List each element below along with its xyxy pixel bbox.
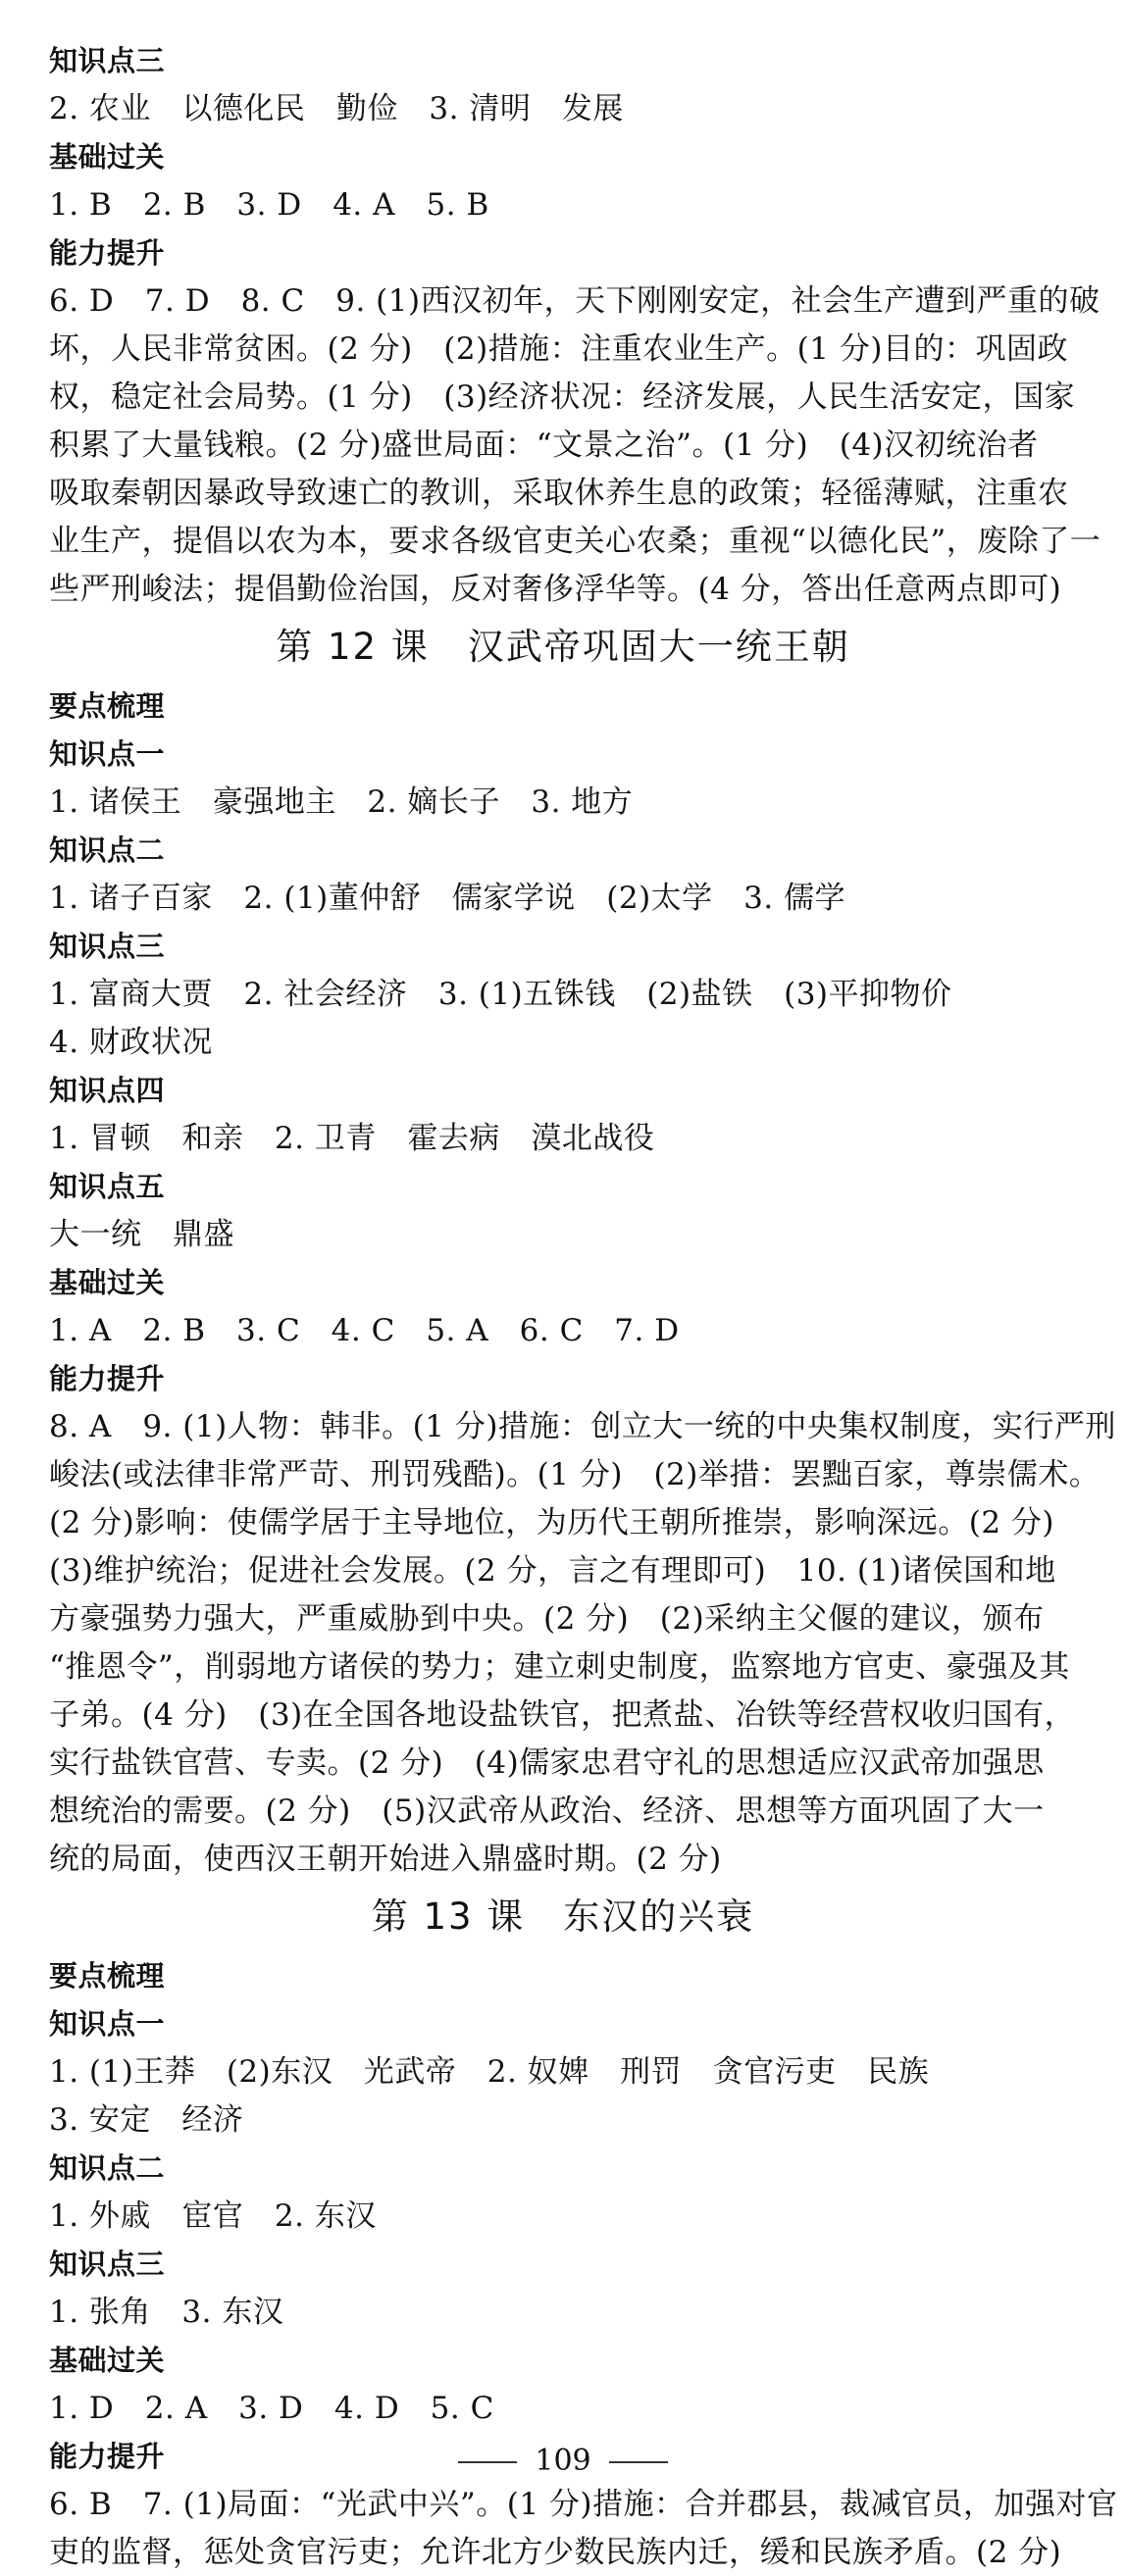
section-heading: 知识点二 <box>49 833 166 867</box>
answer-line: 3. 安定 经济 <box>49 2102 244 2138</box>
answer-line: 4. 财政状况 <box>49 1025 213 1060</box>
section-heading: 基础过关 <box>49 2344 166 2377</box>
answer-line: 坏，人民非常贫困。(2 分) (2)措施：注重农业生产。(1 分)目的：巩固政 <box>49 331 1068 367</box>
answer-line: 些严刑峻法；提倡勤俭治国，反对奢侈浮华等。(4 分，答出任意两点即可) <box>49 572 1062 607</box>
section-heading: 能力提升 <box>49 236 166 270</box>
section-heading: 知识点二 <box>49 2151 166 2185</box>
lesson-title: 第 13 课 东汉的兴衰 <box>371 1895 755 1938</box>
section-heading: 要点梳理 <box>49 689 166 723</box>
answer-line: 1. D 2. A 3. D 4. D 5. C <box>49 2391 494 2426</box>
section-heading: 基础过关 <box>49 1266 166 1299</box>
answer-line: 6. D 7. D 8. C 9. (1)西汉初年，天下刚刚安定，社会生产遭到严重的破 <box>49 283 1100 319</box>
answer-line: (2 分)影响：使儒学居于主导地位，为历代王朝所推崇，影响深远。(2 分) <box>49 1505 1055 1541</box>
section-heading: 知识点三 <box>49 2248 166 2281</box>
footer-dash-right <box>609 2461 668 2463</box>
answer-line: 6. B 7. (1)局面：“光武中兴”。(1 分)措施：合并郡县，裁减官员，加强对官 <box>49 2487 1118 2522</box>
answer-line: (3)维护统治；促进社会发展。(2 分，言之有理即可) 10. (1)诸侯国和地 <box>49 1553 1056 1589</box>
answer-line: 吸取秦朝因暴政导致速亡的教训，采取休养生息的政策；轻徭薄赋，注重农 <box>49 476 1069 511</box>
answer-line: 想统治的需要。(2 分) (5)汉武帝从政治、经济、思想等方面巩固了大一 <box>49 1793 1045 1829</box>
page-footer <box>0 2442 1126 2481</box>
section-heading: 知识点一 <box>49 2007 166 2041</box>
answer-line: 1. A 2. B 3. C 4. C 5. A 6. C 7. D <box>49 1313 680 1348</box>
section-heading: 知识点一 <box>49 737 166 771</box>
answer-line: 业生产，提倡以农为本，要求各级官吏关心农桑；重视“以德化民”，废除了一 <box>49 524 1101 559</box>
answer-line: 1. 富商大贾 2. 社会经济 3. (1)五铢钱 (2)盐铁 (3)平抑物价 <box>49 977 952 1012</box>
answer-line: 吏的监督，惩处贪官污吏；允许北方少数民族内迁，缓和民族矛盾。(2 分) <box>49 2535 1062 2570</box>
section-heading: 能力提升 <box>49 1362 166 1395</box>
section-heading: 知识点三 <box>49 44 166 77</box>
answer-line: 子弟。(4 分) (3)在全国各地设盐铁官，把煮盐、冶铁等经营权收归国有， <box>49 1697 1076 1733</box>
answer-line: 2. 农业 以德化民 勤俭 3. 清明 发展 <box>49 91 624 126</box>
page-number: 109 <box>535 2444 591 2478</box>
answer-line: 1. 张角 3. 东汉 <box>49 2295 284 2330</box>
answer-line: 峻法(或法律非常严苛、刑罚残酷)。(1 分) (2)举措：罢黜百家，尊崇儒术。 <box>49 1457 1100 1492</box>
section-heading: 要点梳理 <box>49 1959 166 1993</box>
answer-line: 8. A 9. (1)人物：韩非。(1 分)措施：创立大一统的中央集权制度，实行严刑 <box>49 1409 1116 1444</box>
answer-line: “推恩令”，削弱地方诸侯的势力；建立刺史制度，监察地方官吏、豪强及其 <box>49 1649 1070 1685</box>
answer-line: 1. 外戚 宦官 2. 东汉 <box>49 2198 377 2234</box>
answer-line: 实行盐铁官营、专卖。(2 分) (4)儒家忠君守礼的思想适应汉武帝加强思 <box>49 1745 1045 1781</box>
section-heading: 知识点四 <box>49 1074 166 1107</box>
answer-line: 1. 诸侯王 豪强地主 2. 嫡长子 3. 地方 <box>49 784 634 820</box>
answer-line: 1. (1)王莽 (2)东汉 光武帝 2. 奴婢 刑罚 贪官污吏 民族 <box>49 2054 930 2090</box>
section-heading: 知识点五 <box>49 1170 166 1203</box>
answer-line: 积累了大量钱粮。(2 分)盛世局面：“文景之治”。(1 分) (4)汉初统治者 <box>49 428 1039 463</box>
answer-line: 1. B 2. B 3. D 4. A 5. B <box>49 187 489 223</box>
answer-line: 方豪强势力强大，严重威胁到中央。(2 分) (2)采纳主父偃的建议，颁布 <box>49 1601 1045 1637</box>
lesson-title: 第 12 课 汉武帝巩固大一统王朝 <box>276 626 850 668</box>
section-heading: 能力提升 <box>49 2440 166 2473</box>
section-heading: 知识点三 <box>49 930 166 963</box>
section-heading: 基础过关 <box>49 140 166 174</box>
answer-line: 权，稳定社会局势。(1 分) (3)经济状况：经济发展，人民生活安定，国家 <box>49 379 1076 415</box>
answer-line: 1. 诸子百家 2. (1)董仲舒 儒家学说 (2)太学 3. 儒学 <box>49 881 846 916</box>
answer-line: 大一统 鼎盛 <box>49 1217 234 1252</box>
answer-line: 1. 冒顿 和亲 2. 卫青 霍去病 漠北战役 <box>49 1121 655 1156</box>
answer-line: 统的局面，使西汉王朝开始进入鼎盛时期。(2 分) <box>49 1842 722 1877</box>
footer-dash-left <box>458 2461 517 2463</box>
